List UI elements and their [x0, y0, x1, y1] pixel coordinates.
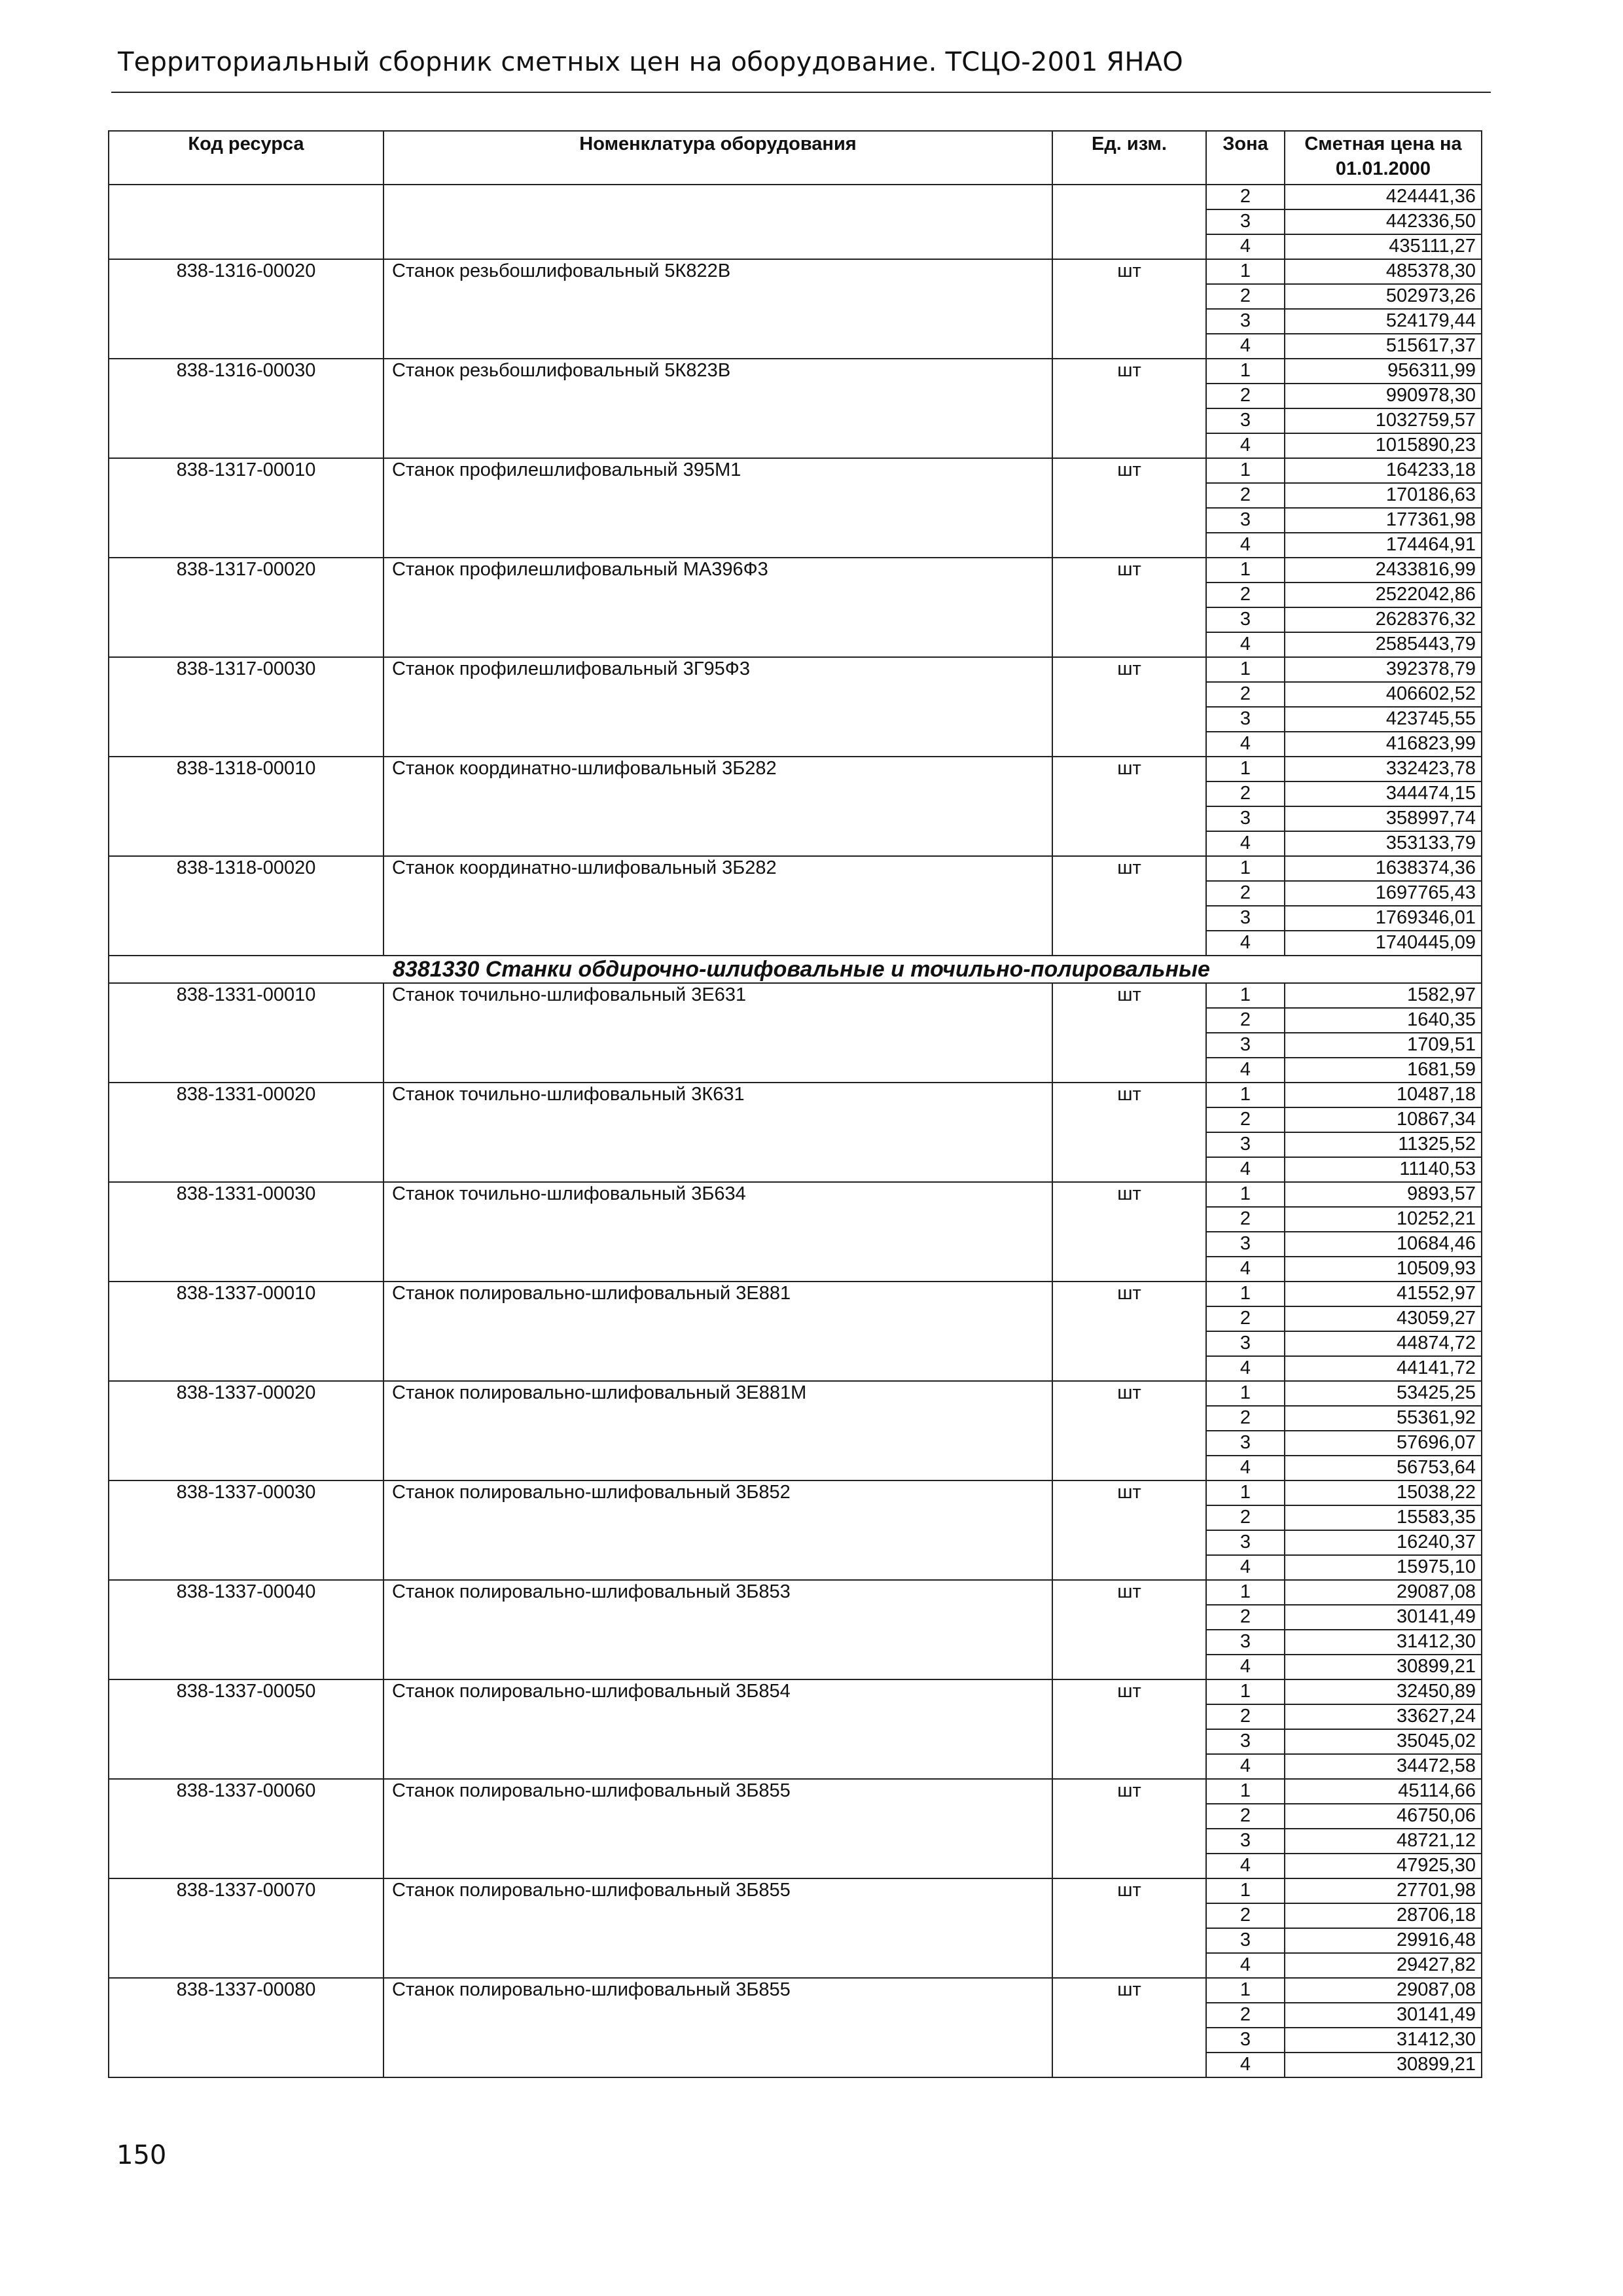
resource-code: 838-1331-00030: [109, 1182, 383, 1282]
estimated-price: 1015890,23: [1285, 433, 1482, 458]
unit-of-measure: шт: [1052, 359, 1206, 458]
page-number: 150: [116, 2140, 167, 2170]
estimated-price: 170186,63: [1285, 483, 1482, 508]
estimated-price: 9893,57: [1285, 1182, 1482, 1207]
estimated-price: 29087,08: [1285, 1580, 1482, 1605]
estimated-price: 416823,99: [1285, 732, 1482, 757]
zone-number: 2: [1206, 1704, 1285, 1729]
estimated-price: 28706,18: [1285, 1903, 1482, 1928]
estimated-price: 353133,79: [1285, 831, 1482, 856]
equipment-name: Станок полировально-шлифовальный 3Б852: [383, 1480, 1052, 1580]
zone-number: 3: [1206, 1431, 1285, 1456]
table-row: [109, 1580, 1482, 1605]
unit-of-measure: шт: [1052, 1878, 1206, 1978]
estimated-price: 29087,08: [1285, 1978, 1482, 2003]
column-header-price: Сметная цена на 01.01.2000: [1285, 131, 1482, 185]
zone-number: 2: [1206, 384, 1285, 408]
zone-number: 2: [1206, 1903, 1285, 1928]
unit-of-measure: шт: [1052, 1978, 1206, 2077]
equipment-name: Станок полировально-шлифовальный 3Б855: [383, 1878, 1052, 1978]
unit-of-measure: шт: [1052, 983, 1206, 1083]
estimated-price: 423745,55: [1285, 707, 1482, 732]
zone-number: 4: [1206, 1555, 1285, 1580]
zone-number: 3: [1206, 1829, 1285, 1854]
table-row: [109, 1083, 1482, 1107]
column-header-unit: Ед. изм.: [1052, 131, 1206, 185]
estimated-price: 30899,21: [1285, 2053, 1482, 2077]
estimated-price: 10252,21: [1285, 1207, 1482, 1232]
unit-of-measure: шт: [1052, 1480, 1206, 1580]
zone-number: 4: [1206, 1456, 1285, 1480]
zone-number: 1: [1206, 1083, 1285, 1107]
table-row: [109, 856, 1482, 881]
zone-number: 1: [1206, 1779, 1285, 1804]
zone-number: 4: [1206, 234, 1285, 259]
zone-number: 1: [1206, 983, 1285, 1008]
equipment-name: Станок профилешлифовальный МА396Ф3: [383, 558, 1052, 657]
zone-number: 2: [1206, 2003, 1285, 2028]
zone-number: 3: [1206, 2028, 1285, 2053]
zone-number: 4: [1206, 1754, 1285, 1779]
equipment-name: Станок точильно-шлифовальный 3Б634: [383, 1182, 1052, 1282]
zone-number: 3: [1206, 309, 1285, 334]
zone-number: 2: [1206, 1406, 1285, 1431]
equipment-name: Станок координатно-шлифовальный 3Б282: [383, 856, 1052, 956]
estimated-price: 43059,27: [1285, 1306, 1482, 1331]
zone-number: 3: [1206, 707, 1285, 732]
equipment-name: Станок точильно-шлифовальный 3Е631: [383, 983, 1052, 1083]
estimated-price: 11140,53: [1285, 1157, 1482, 1182]
estimated-price: 48721,12: [1285, 1829, 1482, 1854]
zone-number: 1: [1206, 757, 1285, 781]
estimated-price: 344474,15: [1285, 781, 1482, 806]
estimated-price: 2628376,32: [1285, 607, 1482, 632]
unit-of-measure: шт: [1052, 657, 1206, 757]
table-row: [109, 1480, 1482, 1505]
equipment-name: [383, 185, 1052, 259]
estimated-price: 44141,72: [1285, 1356, 1482, 1381]
zone-number: 1: [1206, 558, 1285, 583]
equipment-name: Станок точильно-шлифовальный 3К631: [383, 1083, 1052, 1182]
resource-code: 838-1337-00050: [109, 1679, 383, 1779]
equipment-name: Станок полировально-шлифовальный 3Б855: [383, 1779, 1052, 1878]
zone-number: 3: [1206, 1530, 1285, 1555]
zone-number: 1: [1206, 856, 1285, 881]
equipment-name: Станок координатно-шлифовальный 3Б282: [383, 757, 1052, 856]
zone-number: 2: [1206, 781, 1285, 806]
equipment-name: Станок полировально-шлифовальный 3Е881М: [383, 1381, 1052, 1480]
estimated-price: 30141,49: [1285, 1605, 1482, 1630]
estimated-price: 30899,21: [1285, 1655, 1482, 1679]
zone-number: 4: [1206, 1655, 1285, 1679]
estimated-price: 1032759,57: [1285, 408, 1482, 433]
zone-number: 2: [1206, 1505, 1285, 1530]
estimated-price: 1640,35: [1285, 1008, 1482, 1033]
equipment-name: Станок полировально-шлифовальный 3Е881: [383, 1282, 1052, 1381]
estimated-price: 424441,36: [1285, 185, 1482, 209]
unit-of-measure: шт: [1052, 1282, 1206, 1381]
zone-number: 2: [1206, 1207, 1285, 1232]
unit-of-measure: шт: [1052, 757, 1206, 856]
equipment-name: Станок профилешлифовальный 3Г95Ф3: [383, 657, 1052, 757]
zone-number: 1: [1206, 1580, 1285, 1605]
resource-code: 838-1317-00030: [109, 657, 383, 757]
estimated-price: 524179,44: [1285, 309, 1482, 334]
zone-number: 1: [1206, 259, 1285, 284]
zone-number: 2: [1206, 1107, 1285, 1132]
estimated-price: 174464,91: [1285, 533, 1482, 558]
zone-number: 3: [1206, 1729, 1285, 1754]
column-header-code: Код ресурса: [109, 131, 383, 185]
table-row: [109, 1779, 1482, 1804]
estimated-price: 485378,30: [1285, 259, 1482, 284]
unit-of-measure: шт: [1052, 856, 1206, 956]
estimated-price: 45114,66: [1285, 1779, 1482, 1804]
zone-number: 2: [1206, 483, 1285, 508]
estimated-price: 32450,89: [1285, 1679, 1482, 1704]
estimated-price: 442336,50: [1285, 209, 1482, 234]
resource-code: 838-1316-00020: [109, 259, 383, 359]
resource-code: [109, 185, 383, 259]
resource-code: 838-1317-00010: [109, 458, 383, 558]
resource-code: 838-1337-00020: [109, 1381, 383, 1480]
zone-number: 3: [1206, 1630, 1285, 1655]
zone-number: 1: [1206, 1282, 1285, 1306]
estimated-price: 46750,06: [1285, 1804, 1482, 1829]
zone-number: 3: [1206, 806, 1285, 831]
zone-number: 4: [1206, 1953, 1285, 1978]
zone-number: 3: [1206, 1132, 1285, 1157]
zone-number: 3: [1206, 408, 1285, 433]
resource-code: 838-1337-00080: [109, 1978, 383, 2077]
estimated-price: 956311,99: [1285, 359, 1482, 384]
equipment-name: Станок полировально-шлифовальный 3Б855: [383, 1978, 1052, 2077]
zone-number: 3: [1206, 508, 1285, 533]
resource-code: 838-1318-00020: [109, 856, 383, 956]
estimated-price: 435111,27: [1285, 234, 1482, 259]
table-row: [109, 1182, 1482, 1207]
zone-number: 2: [1206, 284, 1285, 309]
unit-of-measure: [1052, 185, 1206, 259]
zone-number: 1: [1206, 1381, 1285, 1406]
estimated-price: 33627,24: [1285, 1704, 1482, 1729]
zone-number: 4: [1206, 1257, 1285, 1282]
zone-number: 1: [1206, 1878, 1285, 1903]
column-header-name: Номенклатура оборудования: [383, 131, 1052, 185]
zone-number: 2: [1206, 1804, 1285, 1829]
table-header: [109, 131, 1482, 185]
page-header-title: Территориальный сборник сметных цен на оборудование. ТСЦО-2001 ЯНАО: [118, 47, 1183, 77]
zone-number: 4: [1206, 632, 1285, 657]
zone-number: 3: [1206, 1928, 1285, 1953]
table-row: [109, 657, 1482, 682]
zone-number: 2: [1206, 1008, 1285, 1033]
equipment-name: Станок резьбошлифовальный 5К822В: [383, 259, 1052, 359]
estimated-price: 31412,30: [1285, 1630, 1482, 1655]
estimated-price: 1709,51: [1285, 1033, 1482, 1058]
estimated-price: 15583,35: [1285, 1505, 1482, 1530]
estimated-price: 29427,82: [1285, 1953, 1482, 1978]
zone-number: 4: [1206, 433, 1285, 458]
column-header-zone: Зона: [1206, 131, 1285, 185]
estimated-price: 55361,92: [1285, 1406, 1482, 1431]
unit-of-measure: шт: [1052, 1083, 1206, 1182]
estimated-price: 1769346,01: [1285, 906, 1482, 931]
equipment-name: Станок полировально-шлифовальный 3Б854: [383, 1679, 1052, 1779]
zone-number: 2: [1206, 1306, 1285, 1331]
unit-of-measure: шт: [1052, 1580, 1206, 1679]
unit-of-measure: шт: [1052, 259, 1206, 359]
equipment-name: Станок полировально-шлифовальный 3Б853: [383, 1580, 1052, 1679]
unit-of-measure: шт: [1052, 1182, 1206, 1282]
estimated-price: 392378,79: [1285, 657, 1482, 682]
table-row: [109, 1282, 1482, 1306]
resource-code: 838-1337-00010: [109, 1282, 383, 1381]
zone-number: 4: [1206, 533, 1285, 558]
estimated-price: 502973,26: [1285, 284, 1482, 309]
zone-number: 2: [1206, 1605, 1285, 1630]
estimated-price: 177361,98: [1285, 508, 1482, 533]
zone-number: 1: [1206, 458, 1285, 483]
estimated-price: 10487,18: [1285, 1083, 1482, 1107]
estimated-price: 15038,22: [1285, 1480, 1482, 1505]
estimated-price: 34472,58: [1285, 1754, 1482, 1779]
estimated-price: 16240,37: [1285, 1530, 1482, 1555]
table-row: [109, 1978, 1482, 2003]
zone-number: 3: [1206, 1232, 1285, 1257]
estimated-price: 1681,59: [1285, 1058, 1482, 1083]
unit-of-measure: шт: [1052, 1381, 1206, 1480]
resource-code: 838-1318-00010: [109, 757, 383, 856]
estimated-price: 2433816,99: [1285, 558, 1482, 583]
zone-number: 2: [1206, 583, 1285, 607]
estimated-price: 515617,37: [1285, 334, 1482, 359]
estimated-price: 332423,78: [1285, 757, 1482, 781]
estimated-price: 41552,97: [1285, 1282, 1482, 1306]
zone-number: 4: [1206, 1356, 1285, 1381]
estimated-price: 11325,52: [1285, 1132, 1482, 1157]
estimated-price: 57696,07: [1285, 1431, 1482, 1456]
table-row: [109, 1878, 1482, 1903]
equipment-name: Станок резьбошлифовальный 5К823В: [383, 359, 1052, 458]
estimated-price: 29916,48: [1285, 1928, 1482, 1953]
estimated-price: 53425,25: [1285, 1381, 1482, 1406]
section-title: 8381330 Станки обдирочно-шлифовальные и точильно-полировальные: [109, 956, 1482, 983]
price-table: [108, 130, 1482, 2078]
estimated-price: 990978,30: [1285, 384, 1482, 408]
estimated-price: 44874,72: [1285, 1331, 1482, 1356]
table-row: [109, 757, 1482, 781]
equipment-name: Станок профилешлифовальный 395М1: [383, 458, 1052, 558]
zone-number: 2: [1206, 185, 1285, 209]
zone-number: 1: [1206, 1480, 1285, 1505]
estimated-price: 406602,52: [1285, 682, 1482, 707]
zone-number: 4: [1206, 831, 1285, 856]
zone-number: 4: [1206, 732, 1285, 757]
resource-code: 838-1337-00040: [109, 1580, 383, 1679]
estimated-price: 10509,93: [1285, 1257, 1482, 1282]
table-row: [109, 983, 1482, 1008]
zone-number: 2: [1206, 881, 1285, 906]
zone-number: 1: [1206, 1978, 1285, 2003]
header-divider: [111, 92, 1491, 93]
estimated-price: 27701,98: [1285, 1878, 1482, 1903]
zone-number: 1: [1206, 1182, 1285, 1207]
table-row: [109, 458, 1482, 483]
estimated-price: 164233,18: [1285, 458, 1482, 483]
estimated-price: 56753,64: [1285, 1456, 1482, 1480]
zone-number: 3: [1206, 209, 1285, 234]
resource-code: 838-1331-00020: [109, 1083, 383, 1182]
zone-number: 1: [1206, 359, 1285, 384]
estimated-price: 1697765,43: [1285, 881, 1482, 906]
zone-number: 4: [1206, 1058, 1285, 1083]
zone-number: 1: [1206, 657, 1285, 682]
estimated-price: 1638374,36: [1285, 856, 1482, 881]
table-row: [109, 1381, 1482, 1406]
table-row: [109, 1679, 1482, 1704]
estimated-price: 2585443,79: [1285, 632, 1482, 657]
unit-of-measure: шт: [1052, 458, 1206, 558]
estimated-price: 47925,30: [1285, 1854, 1482, 1878]
table-row: [109, 359, 1482, 384]
zone-number: 4: [1206, 1854, 1285, 1878]
table-row: [109, 259, 1482, 284]
estimated-price: 30141,49: [1285, 2003, 1482, 2028]
table-row: [109, 558, 1482, 583]
resource-code: 838-1337-00070: [109, 1878, 383, 1978]
zone-number: 1: [1206, 1679, 1285, 1704]
estimated-price: 10684,46: [1285, 1232, 1482, 1257]
unit-of-measure: шт: [1052, 1679, 1206, 1779]
zone-number: 3: [1206, 906, 1285, 931]
zone-number: 4: [1206, 2053, 1285, 2077]
resource-code: 838-1337-00060: [109, 1779, 383, 1878]
zone-number: 2: [1206, 682, 1285, 707]
estimated-price: 31412,30: [1285, 2028, 1482, 2053]
estimated-price: 35045,02: [1285, 1729, 1482, 1754]
resource-code: 838-1331-00010: [109, 983, 383, 1083]
resource-code: 838-1337-00030: [109, 1480, 383, 1580]
resource-code: 838-1316-00030: [109, 359, 383, 458]
estimated-price: 15975,10: [1285, 1555, 1482, 1580]
zone-number: 3: [1206, 607, 1285, 632]
estimated-price: 358997,74: [1285, 806, 1482, 831]
section-row: [109, 956, 1482, 983]
table-row: [109, 185, 1482, 209]
unit-of-measure: шт: [1052, 558, 1206, 657]
estimated-price: 10867,34: [1285, 1107, 1482, 1132]
zone-number: 4: [1206, 1157, 1285, 1182]
zone-number: 4: [1206, 931, 1285, 956]
estimated-price: 2522042,86: [1285, 583, 1482, 607]
zone-number: 3: [1206, 1033, 1285, 1058]
table-body: [109, 185, 1482, 2077]
unit-of-measure: шт: [1052, 1779, 1206, 1878]
estimated-price: 1582,97: [1285, 983, 1482, 1008]
zone-number: 3: [1206, 1331, 1285, 1356]
resource-code: 838-1317-00020: [109, 558, 383, 657]
estimated-price: 1740445,09: [1285, 931, 1482, 956]
zone-number: 4: [1206, 334, 1285, 359]
